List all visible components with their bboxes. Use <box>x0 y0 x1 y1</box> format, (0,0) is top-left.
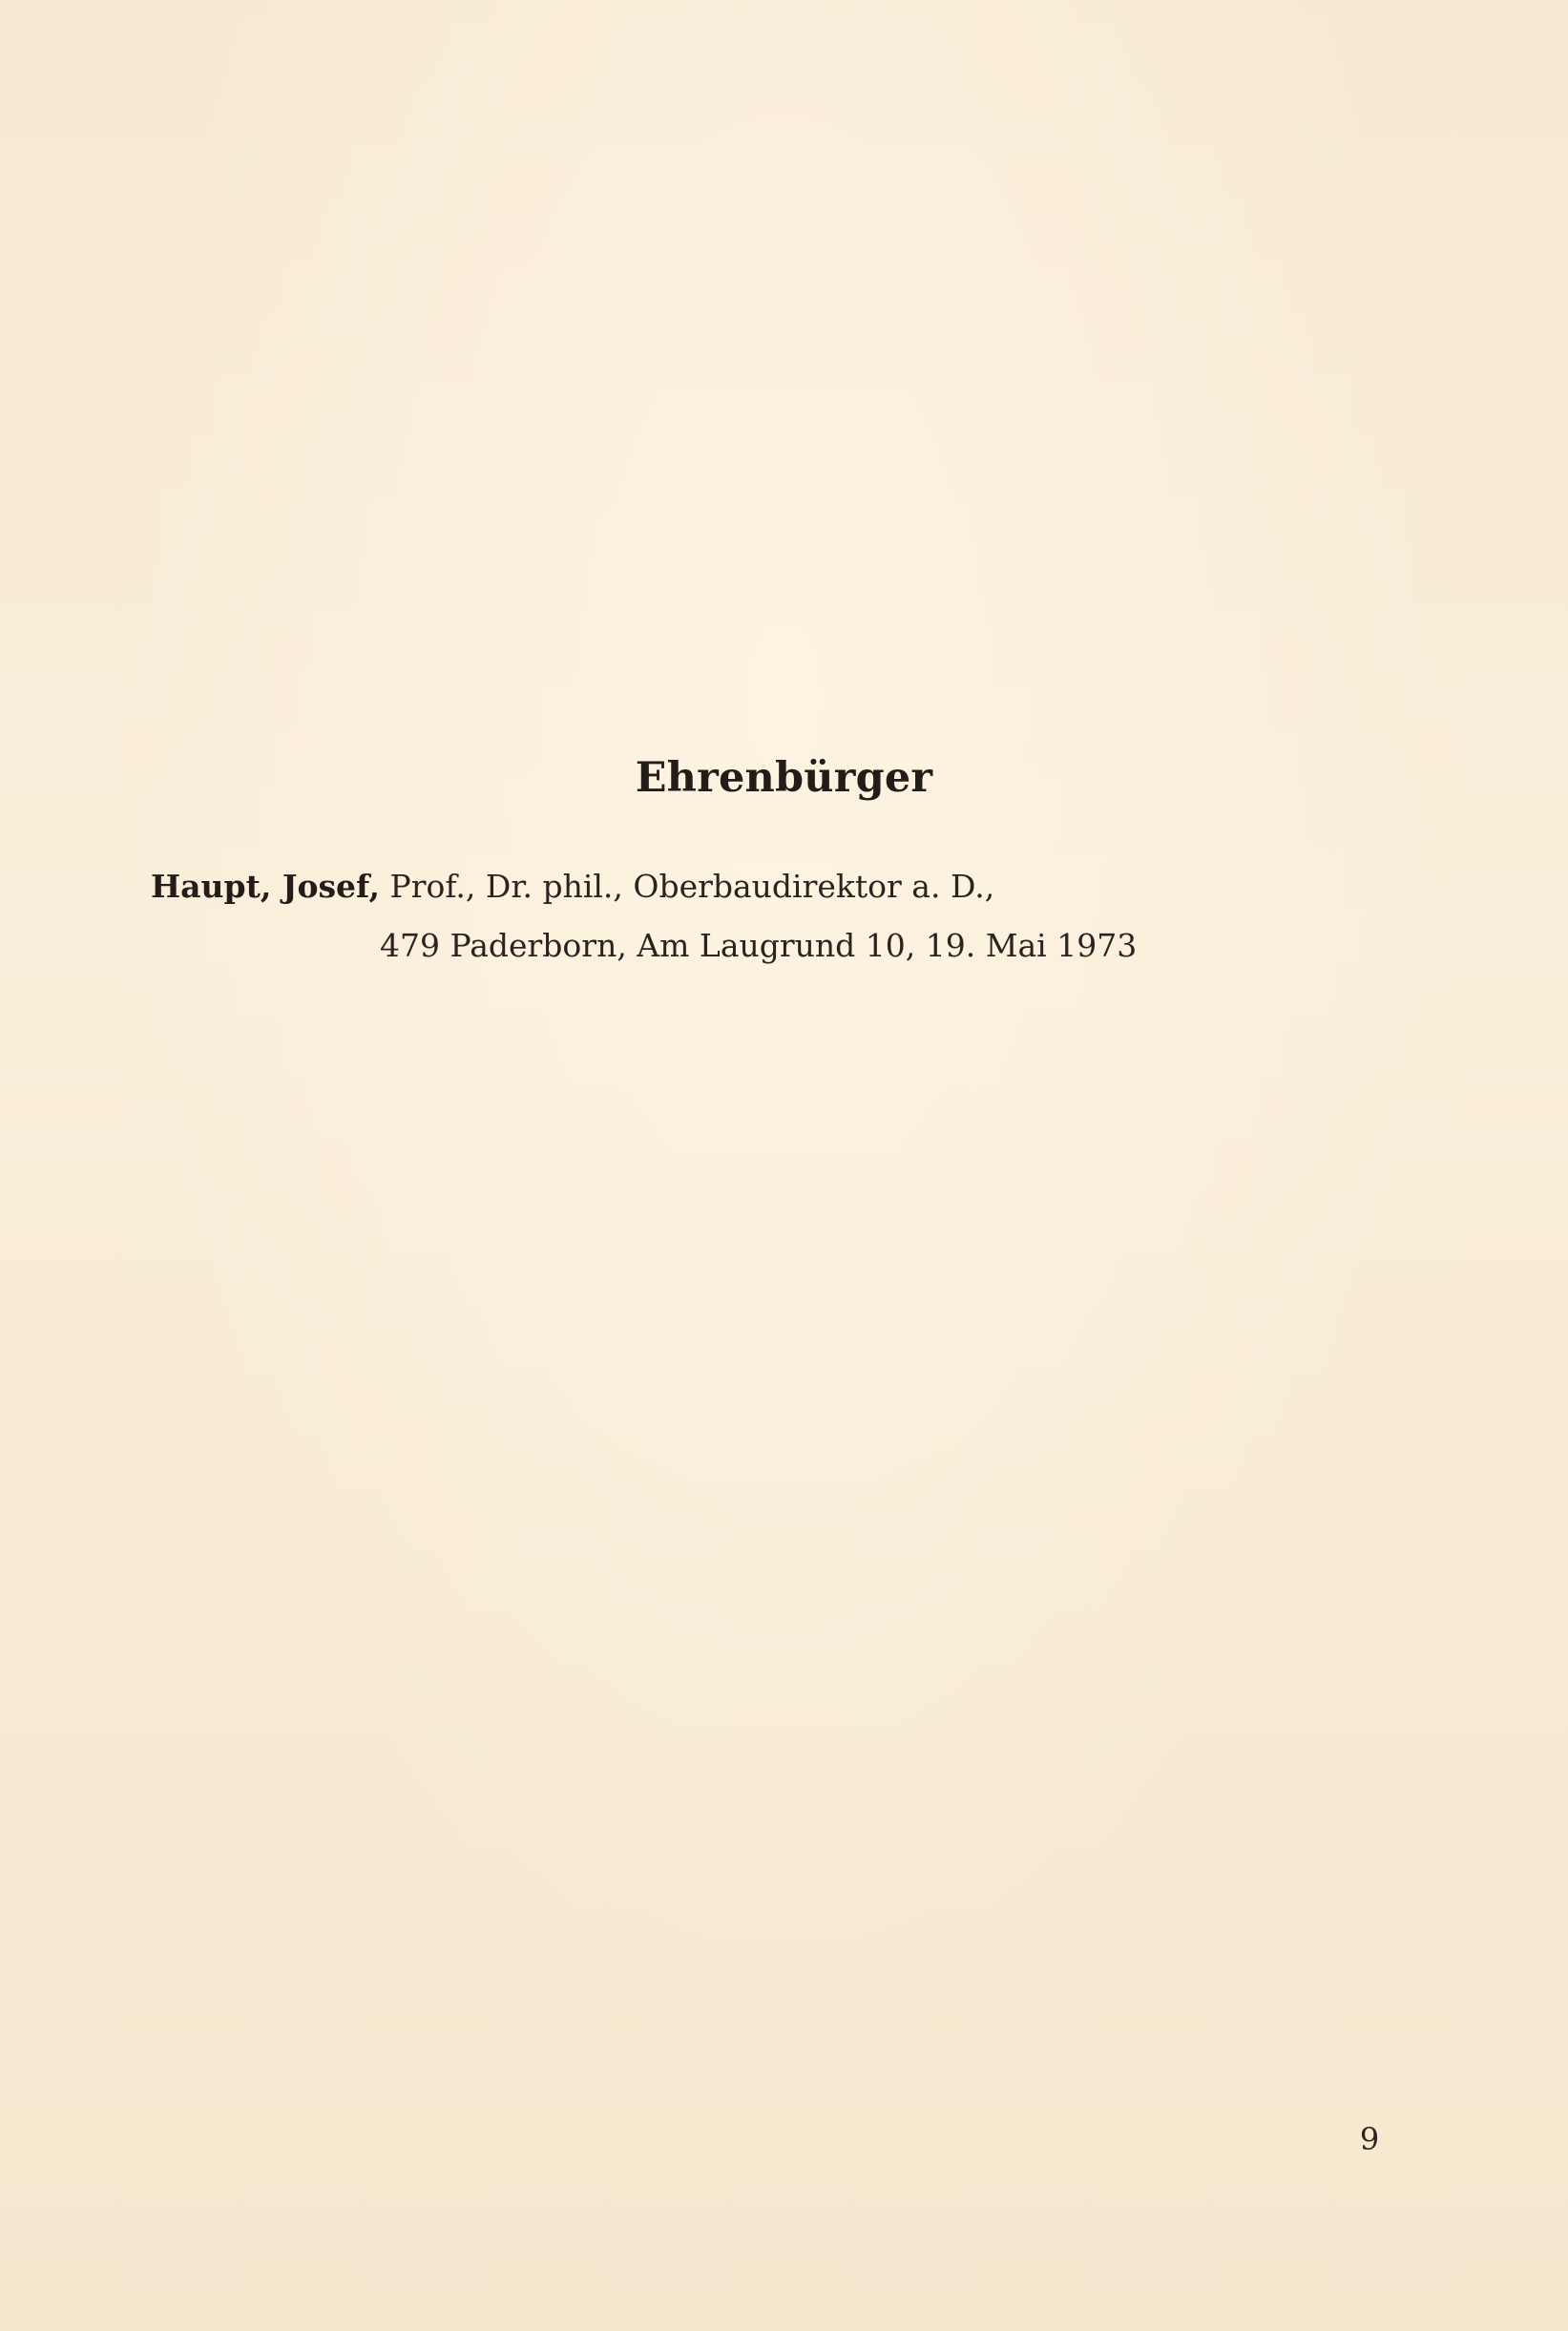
page-number: 9 <box>1359 2121 1380 2157</box>
entry-address: 479 Paderborn, Am Laugrund 10, 19. Mai 1973 <box>380 927 1138 964</box>
page-heading: Ehrenbürger <box>635 754 933 802</box>
entry-line-1 <box>151 857 1411 916</box>
entry-name: Haupt, Josef, <box>151 868 381 905</box>
entry-details: Prof., Dr. phil., Oberbaudirektor a. D., <box>380 868 995 905</box>
honorary-citizen-entry <box>151 857 1411 976</box>
